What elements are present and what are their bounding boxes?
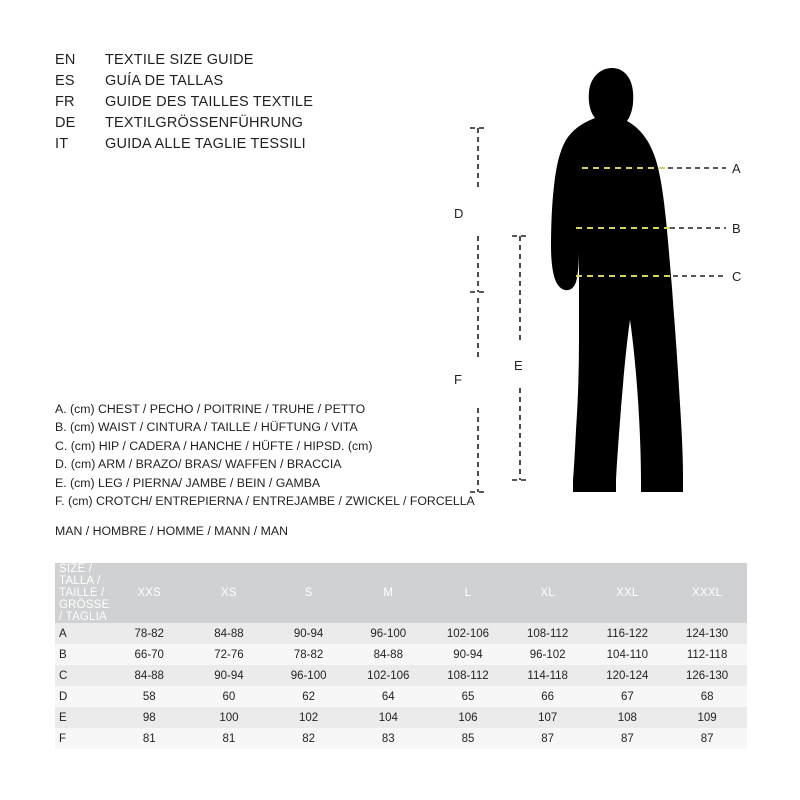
legend-item-b: B. (cm) WAIST / CINTURA / TAILLE / HÜFTUNG / VITA [55,420,358,435]
cell-f-xxl: 87 [588,728,668,749]
cell-c-xxxl: 126-130 [667,665,747,686]
title-row-fr [55,92,475,113]
cell-f-xl: 87 [508,728,588,749]
cell-b-xl: 96-102 [508,644,588,665]
legend-spacer [55,510,525,522]
legend-item-f: F. (cm) CROTCH/ ENTREPIERNA / ENTREJAMBE / ZWICKEL / FORCELLA [55,494,475,509]
row-label-d: D [55,686,109,707]
title-lang-en: EN [55,52,76,68]
table-row [55,665,747,686]
table-row [55,623,747,644]
cell-d-xs: 60 [189,686,269,707]
cell-e-xl: 107 [508,707,588,728]
title-row-en [55,50,475,71]
cell-f-xxs: 81 [109,728,189,749]
size-column-s: S [269,563,349,623]
cell-c-xxl: 120-124 [588,665,668,686]
size-column-xl: XL [508,563,588,623]
cell-c-s: 96-100 [269,665,349,686]
cell-f-xs: 81 [189,728,269,749]
title-lang-it: IT [55,136,69,152]
size-table-head [55,563,747,623]
cell-b-s: 78-82 [269,644,349,665]
title-text-es: GUÍA DE TALLAS [105,73,224,89]
cell-a-xs: 84-88 [189,623,269,644]
cell-c-l: 108-112 [428,665,508,686]
title-row-es [55,71,475,92]
size-column-xxs: XXS [109,563,189,623]
figure-label-a: A [732,161,741,176]
cell-c-xxs: 84-88 [109,665,189,686]
cell-b-xxs: 66-70 [109,644,189,665]
size-column-l: L [428,563,508,623]
size-column-m: M [348,563,428,623]
row-label-b: B [55,644,109,665]
size-table-header-row [55,563,747,623]
table-row [55,644,747,665]
cell-f-xxxl: 87 [667,728,747,749]
legend-item-e: E. (cm) LEG / PIERNA/ JAMBE / BEIN / GAMBA [55,475,321,490]
legend-item-a: A. (cm) CHEST / PECHO / POITRINE / TRUHE / PETTO [55,402,366,416]
title-row-de [55,113,475,134]
row-label-e: E [55,707,109,728]
cell-e-xs: 100 [189,707,269,728]
cell-b-l: 90-94 [428,644,508,665]
table-row [55,707,747,728]
cell-b-xs: 72-76 [189,644,269,665]
cell-c-xl: 114-118 [508,665,588,686]
callout-leaders [668,168,726,276]
legend-item-c: C. (cm) HIP / CADERA / HANCHE / HÜFTE / HIPSD. (cm) [55,438,373,453]
size-column-xxl: XXL [588,563,668,623]
cell-a-xxxl: 124-130 [667,623,747,644]
title-lang-fr: FR [55,94,75,110]
cell-d-xxxl: 68 [667,686,747,707]
cell-a-s: 90-94 [269,623,349,644]
cell-d-m: 64 [348,686,428,707]
cell-e-xxs: 98 [109,707,189,728]
table-row [55,728,747,749]
cell-d-xl: 66 [508,686,588,707]
cell-e-l: 106 [428,707,508,728]
cell-f-s: 82 [269,728,349,749]
cell-a-xl: 108-112 [508,623,588,644]
size-table-header-label: SIZE / TALLA / TAILLE / GRÖSSE / TAGLIA [55,563,109,623]
cell-e-xxxl: 109 [667,707,747,728]
figure-label-e: E [514,358,523,373]
title-row-it [55,134,475,155]
cell-b-xxl: 104-110 [588,644,668,665]
size-table-wrap [55,563,747,749]
title-lang-es: ES [55,73,75,89]
cell-f-l: 85 [428,728,508,749]
cell-d-s: 62 [269,686,349,707]
cell-d-l: 65 [428,686,508,707]
cell-e-s: 102 [269,707,349,728]
cell-d-xxl: 67 [588,686,668,707]
title-lang-de: DE [55,115,76,131]
cell-f-m: 83 [348,728,428,749]
row-label-c: C [55,665,109,686]
cell-a-xxl: 116-122 [588,623,668,644]
cell-b-m: 84-88 [348,644,428,665]
cell-d-xxs: 58 [109,686,189,707]
vertical-dimension-lines [470,128,528,492]
figure-label-f: F [454,372,462,387]
figure-illustration [430,40,770,510]
size-table-body [55,623,747,749]
man-silhouette-icon [551,68,683,492]
cell-a-m: 96-100 [348,623,428,644]
legend-item-d: D. (cm) ARM / BRAZO/ BRAS/ WAFFEN / BRACCIA [55,457,342,472]
cell-e-m: 104 [348,707,428,728]
gender-line: MAN / HOMBRE / HOMME / MANN / MAN [55,524,288,539]
title-text-de: TEXTILGRÖSSENFÜHRUNG [105,115,304,131]
table-row [55,686,747,707]
title-text-it: GUIDA ALLE TAGLIE TESSILI [105,136,306,152]
row-label-a: A [55,623,109,644]
cell-c-xs: 90-94 [189,665,269,686]
cell-a-l: 102-106 [428,623,508,644]
cell-b-xxxl: 112-118 [667,644,747,665]
size-column-xxxl: XXXL [667,563,747,623]
title-block [55,50,475,155]
cell-e-xxl: 108 [588,707,668,728]
title-text-en: TEXTILE SIZE GUIDE [105,52,254,68]
cell-a-xxs: 78-82 [109,623,189,644]
size-column-xs: XS [189,563,269,623]
cell-c-m: 102-106 [348,665,428,686]
title-text-fr: GUIDE DES TAILLES TEXTILE [105,94,314,110]
figure-label-b: B [732,221,741,236]
row-label-f: F [55,728,109,749]
figure-label-d: D [454,206,464,221]
size-table [55,563,747,749]
figure-label-c: C [732,269,742,284]
